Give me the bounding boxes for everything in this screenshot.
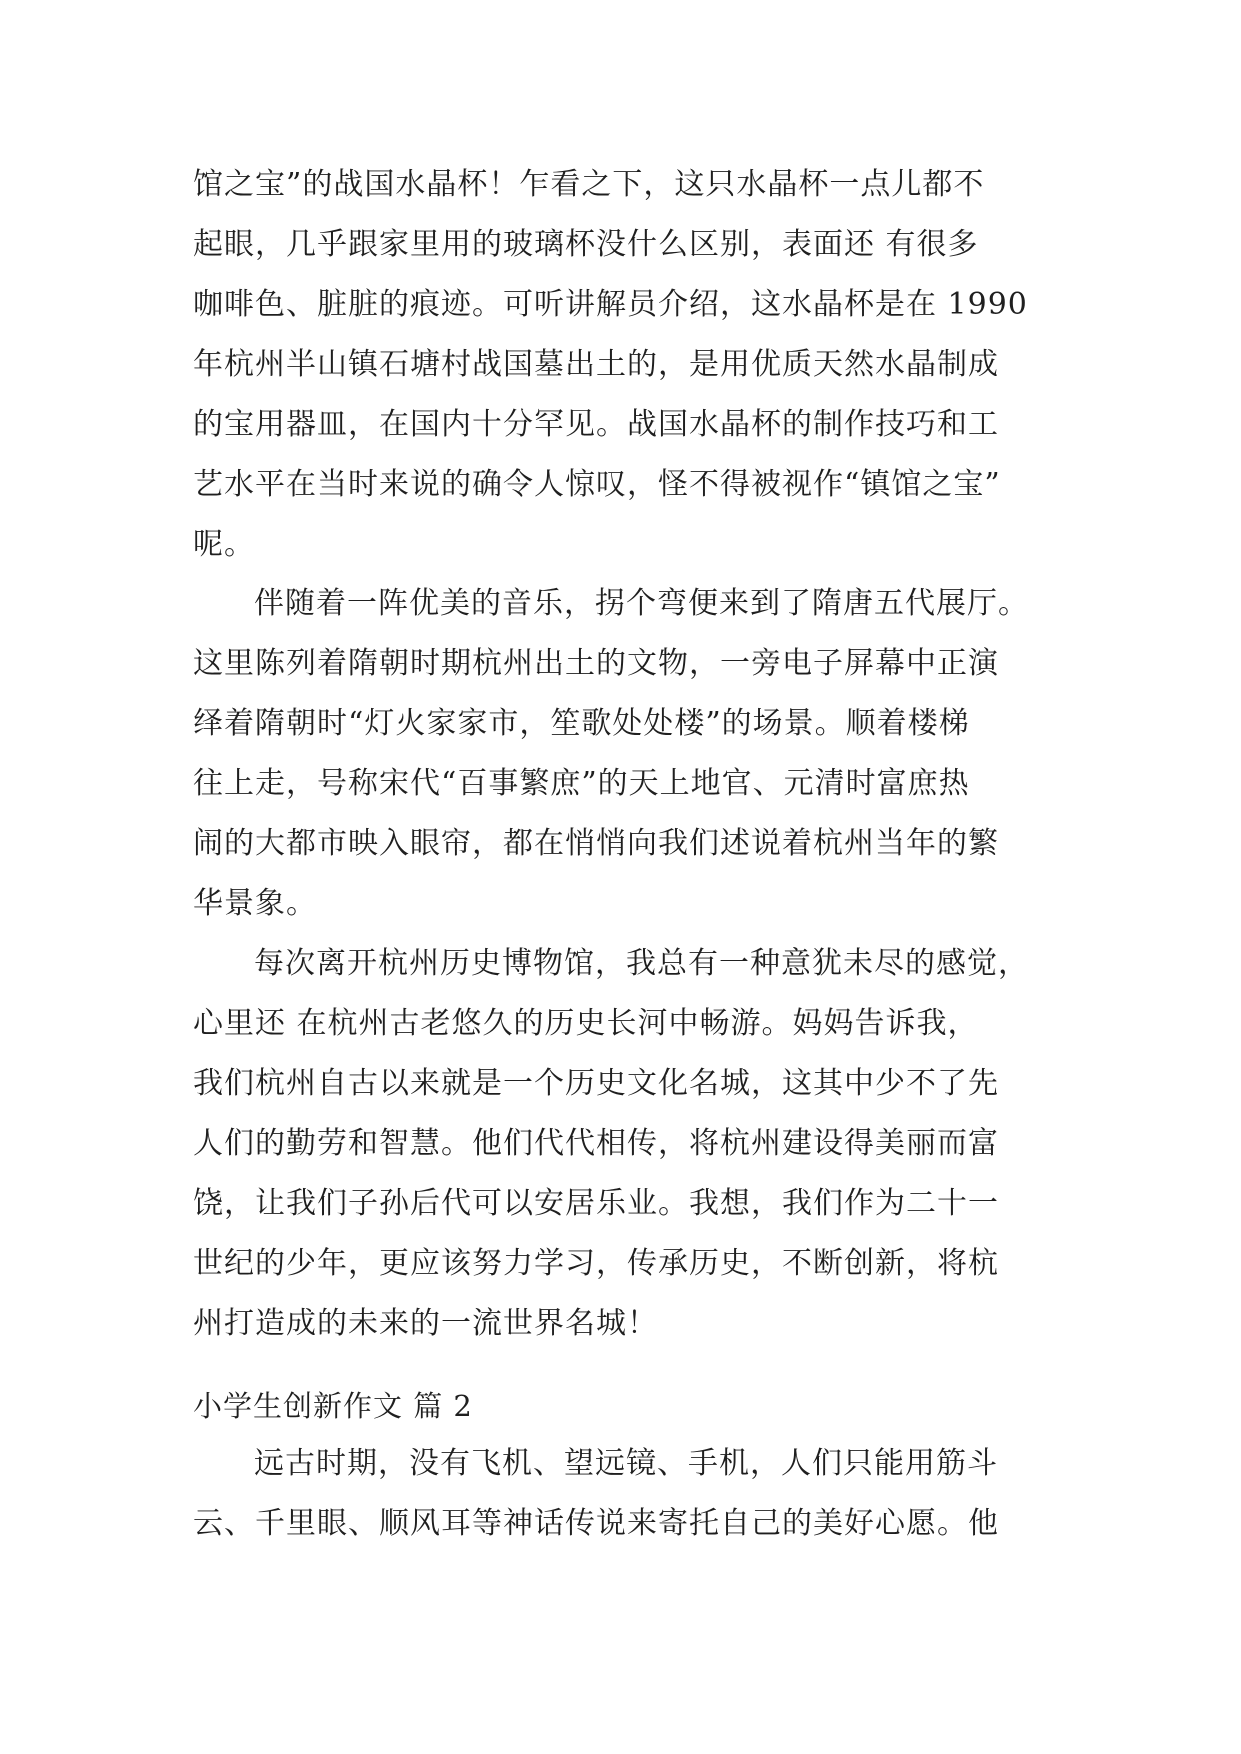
paragraph-line: 艺水平在当时来说的确令人惊叹，怪不得被视作“镇馆之宝” <box>193 467 1001 502</box>
paragraph-line: 绎着隋朝时“灯火家家市，笙歌处处楼”的场景。顺着楼梯 <box>193 706 970 741</box>
paragraph-line: 的宝用器皿，在国内十分罕见。战国水晶杯的制作技巧和工 <box>193 407 999 442</box>
section-heading: 小学生创新作文 篇 2 <box>193 1389 473 1423</box>
paragraph-line: 人们的勤劳和智慧。他们代代相传，将杭州建设得美丽而富 <box>193 1126 999 1161</box>
paragraph-line: 呢。 <box>193 527 255 562</box>
paragraph-line: 饶，让我们子孙后代可以安居乐业。我想，我们作为二十一 <box>193 1186 999 1221</box>
paragraph-line: 州打造成的未来的一流世界名城！ <box>193 1306 658 1341</box>
paragraph-line: 心里还 在杭州古老悠久的历史长河中畅游。妈妈告诉我， <box>193 1006 979 1041</box>
paragraph-first-line: 远古时期，没有飞机、望远镜、手机，人们只能用筋斗 <box>254 1446 998 1481</box>
paragraph-line: 往上走，号称宋代“百事繁庶”的天上地官、元清时富庶热 <box>193 766 970 801</box>
paragraph-line: 闹的大都市映入眼帘，都在悄悄向我们述说着杭州当年的繁 <box>193 826 999 861</box>
paragraph-line: 起眼，几乎跟家里用的玻璃杯没什么区别，表面还 有很多 <box>193 227 979 262</box>
paragraph-first-line: 每次离开杭州历史博物馆，我总有一种意犹未尽的感觉， <box>254 946 1029 981</box>
paragraph-line: 我们杭州自古以来就是一个历史文化名城，这其中少不了先 <box>193 1066 999 1101</box>
paragraph-line: 这里陈列着隋朝时期杭州出土的文物，一旁电子屏幕中正演 <box>193 646 999 681</box>
paragraph-line: 华景象。 <box>193 886 317 921</box>
paragraph-line: 云、千里眼、顺风耳等神话传说来寄托自己的美好心愿。他 <box>193 1506 999 1541</box>
paragraph-first-line: 伴随着一阵优美的音乐，拐个弯便来到了隋唐五代展厅。 <box>254 586 1029 621</box>
paragraph-line: 馆之宝”的战国水晶杯！乍看之下，这只水晶杯一点儿都不 <box>193 167 985 202</box>
paragraph-line: 世纪的少年，更应该努力学习，传承历史，不断创新，将杭 <box>193 1246 999 1281</box>
paragraph-line: 年杭州半山镇石塘村战国墓出土的，是用优质天然水晶制成 <box>193 347 999 382</box>
paragraph-line: 咖啡色、脏脏的痕迹。可听讲解员介绍，这水晶杯是在 1990 <box>193 287 1028 322</box>
